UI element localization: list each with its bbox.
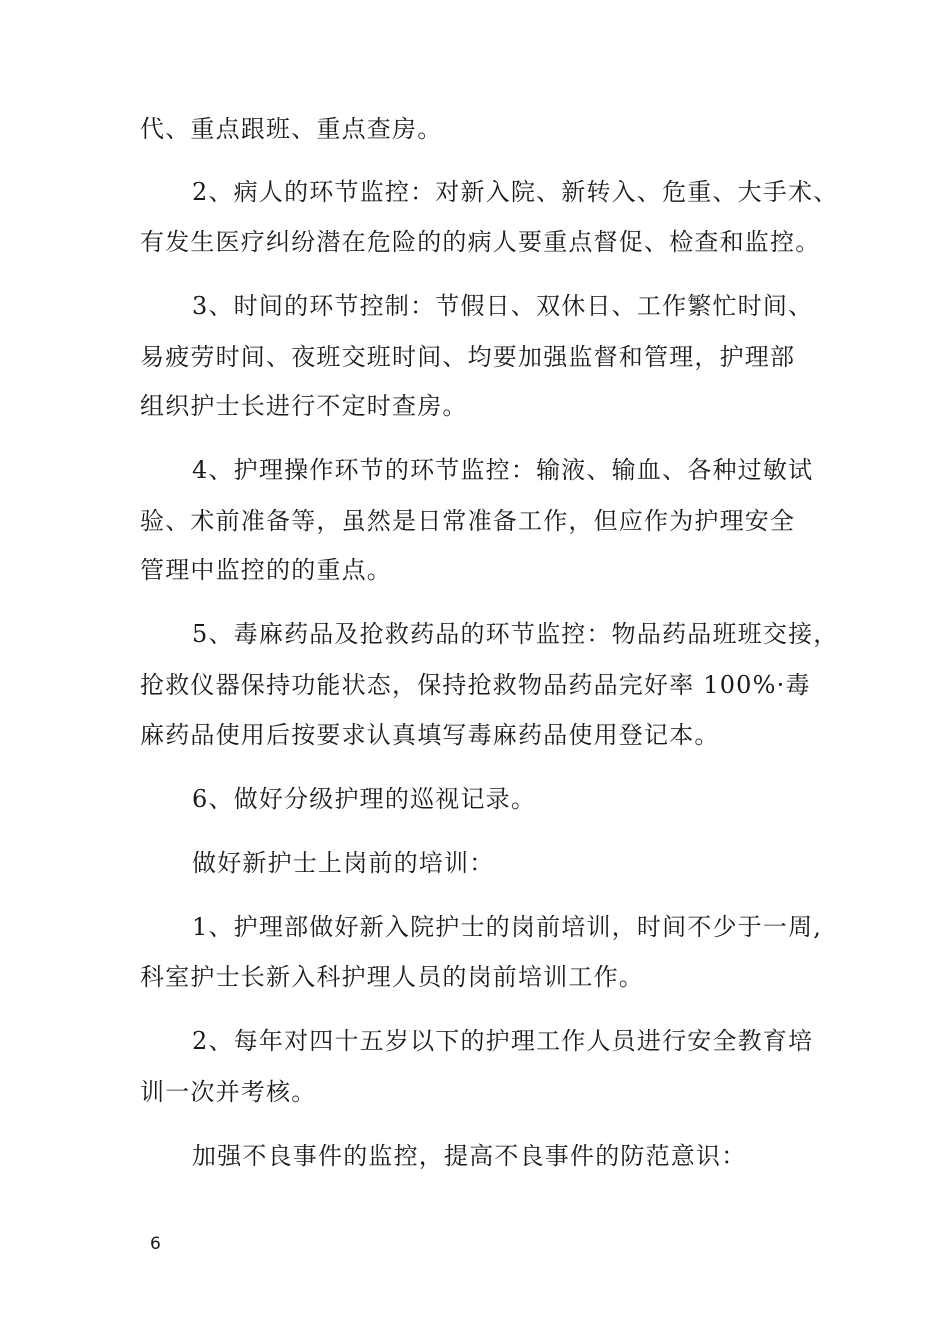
text-line: 科室护士长新入科护理人员的岗前培训工作。 (140, 963, 644, 991)
text-line: 2、每年对四十五岁以下的护理工作人员进行安全教育培 (192, 1027, 814, 1055)
text-line: 3、时间的环节控制：节假日、双休日、工作繁忙时间、 (192, 292, 814, 320)
text-line: 验、术前准备等，虽然是日常准备工作，但应作为护理安全 (140, 507, 796, 535)
text-line: 易疲劳时间、夜班交班时间、均要加强监督和管理，护理部 (140, 343, 796, 371)
text-line: 6、做好分级护理的巡视记录。 (192, 785, 537, 813)
text-line: 组织护士长进行不定时查房。 (140, 392, 468, 420)
text-line: 加强不良事件的监控，提高不良事件的防范意识： (192, 1142, 747, 1170)
text-line: 4、护理操作环节的环节监控：输液、输血、各种过敏试 (192, 456, 814, 484)
text-line: 1、护理部做好新入院护士的岗前培训，时间不少于一周, (192, 913, 823, 941)
text-line: 5、毒麻药品及抢救药品的环节监控：物品药品班班交接， (192, 620, 839, 648)
text-line: 训一次并考核。 (140, 1078, 317, 1106)
text-line: 代、重点跟班、重点查房。 (140, 115, 443, 143)
text-line: 抢救仪器保持功能状态，保持抢救物品药品完好率 100%·毒 (140, 671, 811, 699)
text-line: 做好新护士上岗前的培训： (192, 849, 495, 877)
text-line: 麻药品使用后按要求认真填写毒麻药品使用登记本。 (140, 721, 720, 749)
page-number: 6 (150, 1234, 161, 1254)
text-line: 管理中监控的的重点。 (140, 556, 392, 584)
text-line: 有发生医疗纠纷潜在危险的的病人要重点督促、检查和监控。 (140, 228, 821, 256)
text-line: 2、病人的环节监控：对新入院、新转入、危重、大手术、 (192, 178, 839, 206)
